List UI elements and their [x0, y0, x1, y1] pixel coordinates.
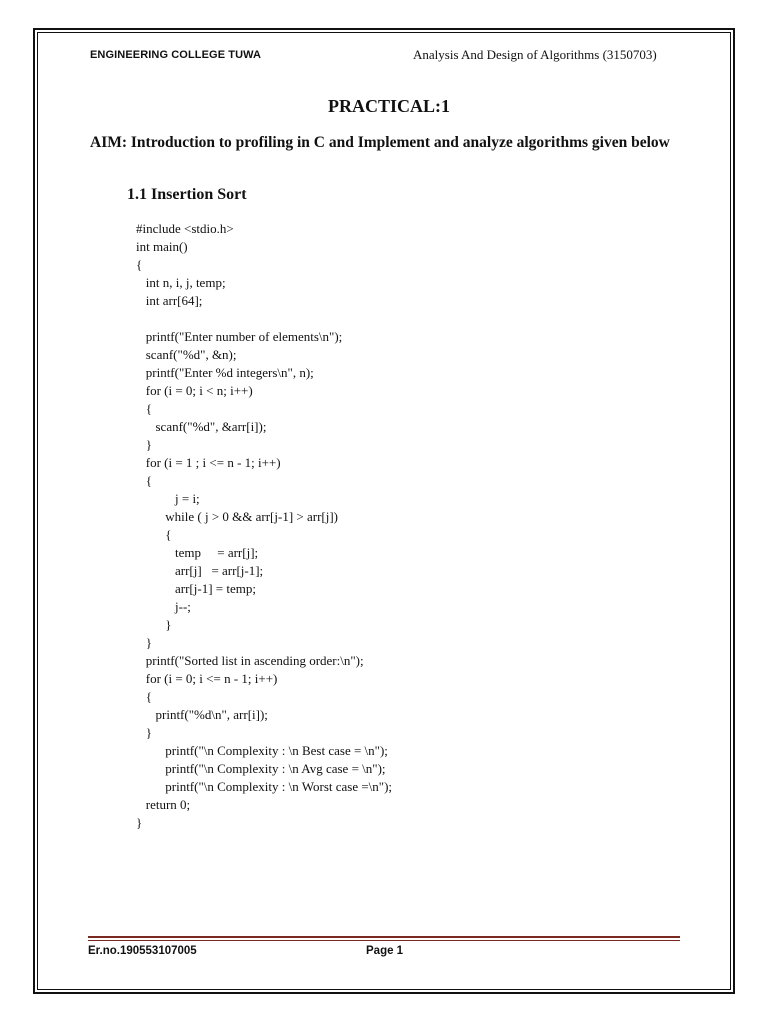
- footer-page-number: Page 1: [366, 945, 404, 957]
- code-line: #include <stdio.h>: [136, 221, 234, 236]
- section-heading: 1.1 Insertion Sort: [127, 186, 247, 203]
- page-title: PRACTICAL:1: [327, 96, 450, 116]
- code-line: {: [136, 473, 152, 488]
- code-line: for (i = 1 ; i <= n - 1; i++): [136, 455, 281, 470]
- code-line: printf("\n Complexity : \n Worst case =\n");: [136, 779, 393, 794]
- code-line: printf("Sorted list in ascending order:\n");: [136, 653, 364, 668]
- code-line: {: [136, 527, 172, 542]
- header-subject: Analysis And Design of Algorithms (3150703): [413, 47, 657, 62]
- code-line: return 0;: [136, 797, 191, 812]
- code-line: scanf("%d", &arr[i]);: [136, 419, 267, 434]
- code-line: printf("\n Complexity : \n Best case = \n");: [136, 743, 388, 758]
- code-line: printf("Enter number of elements\n");: [136, 329, 343, 344]
- code-line: {: [136, 257, 143, 272]
- code-line: }: [136, 437, 152, 452]
- code-line: int n, i, j, temp;: [136, 275, 226, 290]
- code-line: temp = arr[j];: [136, 545, 259, 560]
- code-line: }: [136, 815, 143, 830]
- code-line: {: [136, 689, 152, 704]
- header-college: ENGINEERING COLLEGE TUWA: [90, 49, 262, 61]
- footer-rule: [88, 936, 680, 938]
- code-line: arr[j-1] = temp;: [136, 581, 256, 596]
- code-line: scanf("%d", &n);: [136, 347, 237, 362]
- code-line: }: [136, 725, 152, 740]
- code-line: while ( j > 0 && arr[j-1] > arr[j]): [136, 509, 339, 524]
- code-line: j--;: [136, 599, 191, 614]
- code-line: printf("Enter %d integers\n", n);: [136, 365, 314, 380]
- code-line: }: [136, 617, 172, 632]
- code-line: int arr[64];: [136, 293, 203, 308]
- footer-enrollment: Er.no.190553107005: [88, 945, 197, 957]
- code-line: printf("\n Complexity : \n Avg case = \n");: [136, 761, 386, 776]
- aim-statement: AIM: Introduction to profiling in C and Implement and analyze algorithms given below: [90, 134, 670, 151]
- code-line: int main(): [136, 239, 188, 254]
- code-line: j = i;: [136, 491, 200, 506]
- code-line: arr[j] = arr[j-1];: [136, 563, 264, 578]
- code-line: {: [136, 401, 152, 416]
- code-line: for (i = 0; i <= n - 1; i++): [136, 671, 278, 686]
- code-line: for (i = 0; i < n; i++): [136, 383, 253, 398]
- footer-rule: [88, 940, 680, 941]
- code-line: printf("%d\n", arr[i]);: [136, 707, 268, 722]
- code-line: }: [136, 635, 152, 650]
